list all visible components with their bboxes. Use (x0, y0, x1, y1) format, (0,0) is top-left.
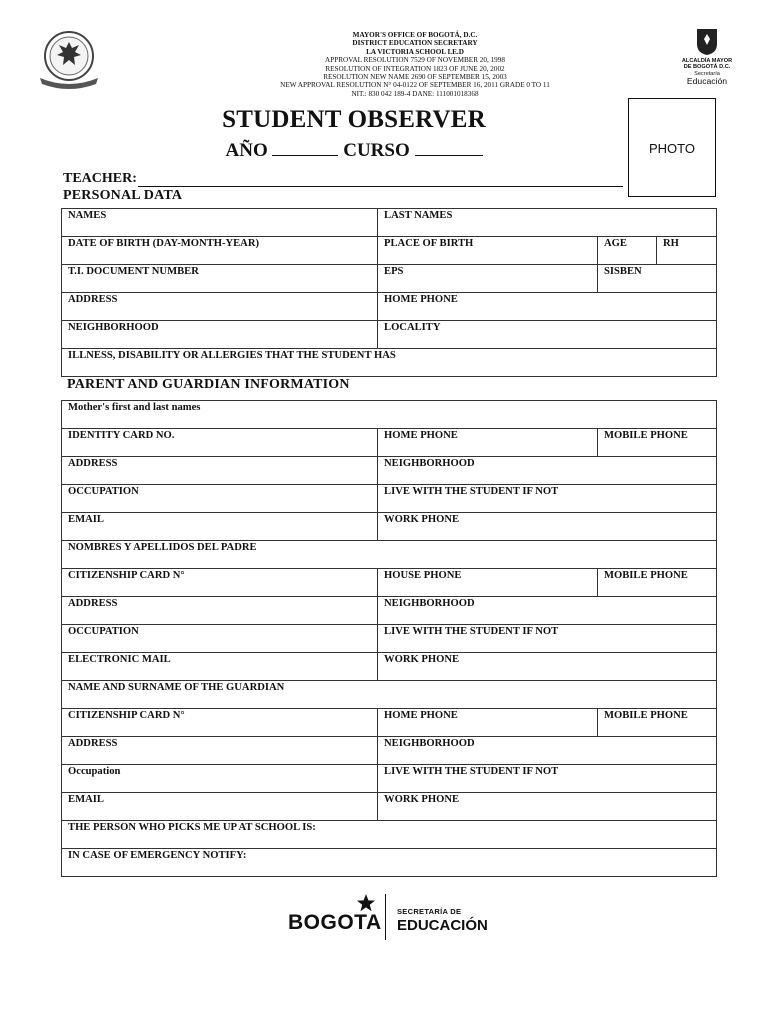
guardian-mobile-phone-field[interactable]: MOBILE PHONE (598, 709, 717, 737)
table-row (62, 321, 717, 349)
header-line: APPROVAL RESOLUTION 7529 OF NOVEMBER 20, 1998 (325, 56, 505, 65)
table-row (62, 569, 717, 597)
teacher-field[interactable] (138, 171, 623, 187)
guardian-live-with-field[interactable]: LIVE WITH THE STUDENT IF NOT (378, 765, 717, 793)
place-of-birth-field[interactable]: PLACE OF BIRTH (378, 237, 598, 265)
father-address-field[interactable]: ADDRESS (62, 597, 378, 625)
year-label: AÑO (225, 140, 268, 161)
mother-occupation-field[interactable]: OCCUPATION (62, 485, 378, 513)
table-row (62, 401, 717, 429)
course-field[interactable] (415, 137, 483, 156)
header-line: DISTRICT EDUCATION SECRETARY (352, 39, 478, 48)
year-field[interactable] (272, 137, 338, 156)
table-row (62, 821, 717, 849)
logo-text-line: Secretaría (694, 70, 720, 77)
table-row (62, 349, 717, 377)
rh-field[interactable]: RH (657, 237, 717, 265)
logo-text-line: Educación (686, 76, 728, 87)
address-field[interactable]: ADDRESS (62, 293, 378, 321)
star-icon (356, 893, 376, 918)
table-row (62, 457, 717, 485)
school-header (230, 31, 600, 98)
footer-secretaria-text: SECRETARÍA DE (397, 907, 462, 916)
footer-divider (385, 894, 386, 940)
guardian-id-card-field[interactable]: CITIZENSHIP CARD N° (62, 709, 378, 737)
guardian-occupation-field[interactable]: Occupation (62, 765, 378, 793)
last-names-field[interactable]: LAST NAMES (378, 209, 717, 237)
table-row (62, 485, 717, 513)
teacher-label: TEACHER: (63, 171, 137, 186)
sisben-field[interactable]: SISBEN (598, 265, 717, 293)
mother-live-with-field[interactable]: LIVE WITH THE STUDENT IF NOT (378, 485, 717, 513)
school-crest-icon (36, 28, 102, 90)
table-row (62, 293, 717, 321)
table-row (62, 541, 717, 569)
logo-text-line: ALCALDÍA MAYOR (681, 58, 733, 64)
table-row (62, 513, 717, 541)
bogota-shield-icon (696, 28, 718, 56)
mother-name-field[interactable]: Mother's first and last names (62, 401, 717, 429)
father-occupation-field[interactable]: OCCUPATION (62, 625, 378, 653)
parent-guardian-heading: PARENT AND GUARDIAN INFORMATION (67, 377, 350, 392)
father-email-field[interactable]: ELECTRONIC MAIL (62, 653, 378, 681)
footer-bogota-wordmark: BOGOTA (288, 911, 382, 934)
header-line: LA VICTORIA SCHOOL I.E.D (366, 47, 464, 56)
table-row (62, 849, 717, 877)
dob-field[interactable]: DATE OF BIRTH (DAY-MONTH-YEAR) (62, 237, 378, 265)
footer-educacion-text: EDUCACIÓN (397, 917, 488, 934)
table-row (62, 737, 717, 765)
father-name-field[interactable]: NOMBRES Y APELLIDOS DEL PADRE (62, 541, 717, 569)
personal-data-heading: PERSONAL DATA (63, 188, 183, 203)
mother-work-phone-field[interactable]: WORK PHONE (378, 513, 717, 541)
table-row (62, 429, 717, 457)
header-line: RESOLUTION OF INTEGRATION 1823 OF JUNE 20, 2002 (325, 64, 505, 73)
guardian-name-field[interactable]: NAME AND SURNAME OF THE GUARDIAN (62, 681, 717, 709)
father-neighborhood-field[interactable]: NEIGHBORHOOD (378, 597, 717, 625)
table-row (62, 653, 717, 681)
mother-address-field[interactable]: ADDRESS (62, 457, 378, 485)
mother-id-card-field[interactable]: IDENTITY CARD NO. (62, 429, 378, 457)
mother-email-field[interactable]: EMAIL (62, 513, 378, 541)
header-line: NIT.: 830 042 189-4 DANE: 111001018368 (351, 89, 479, 98)
guardian-neighborhood-field[interactable]: NEIGHBORHOOD (378, 737, 717, 765)
guardian-email-field[interactable]: EMAIL (62, 793, 378, 821)
names-field[interactable]: NAMES (62, 209, 378, 237)
table-row (62, 209, 717, 237)
header-line: NEW APPROVAL RESOLUTION N° 04-0122 OF SEPTEMBER 16, 2011 GRADE 0 TO 11 (280, 81, 550, 90)
parent-guardian-table (61, 400, 717, 877)
home-phone-field[interactable]: HOME PHONE (378, 293, 717, 321)
logo-text-line: DE BOGOTÁ D.C. (683, 64, 731, 71)
page-title: STUDENT OBSERVER (222, 106, 486, 133)
father-work-phone-field[interactable]: WORK PHONE (378, 653, 717, 681)
ti-number-field[interactable]: T.I. DOCUMENT NUMBER (62, 265, 378, 293)
table-row (62, 625, 717, 653)
father-live-with-field[interactable]: LIVE WITH THE STUDENT IF NOT (378, 625, 717, 653)
father-mobile-phone-field[interactable]: MOBILE PHONE (598, 569, 717, 597)
father-home-phone-field[interactable]: HOUSE PHONE (378, 569, 598, 597)
mother-neighborhood-field[interactable]: NEIGHBORHOOD (378, 457, 717, 485)
table-row (62, 793, 717, 821)
guardian-work-phone-field[interactable]: WORK PHONE (378, 793, 717, 821)
pickup-person-field[interactable]: THE PERSON WHO PICKS ME UP AT SCHOOL IS: (62, 821, 717, 849)
neighborhood-field[interactable]: NEIGHBORHOOD (62, 321, 378, 349)
photo-label: PHOTO (649, 141, 695, 156)
mother-mobile-phone-field[interactable]: MOBILE PHONE (598, 429, 717, 457)
table-row (62, 265, 717, 293)
personal-data-table (61, 208, 717, 377)
alcaldia-logo (676, 28, 738, 86)
guardian-home-phone-field[interactable]: HOME PHONE (378, 709, 598, 737)
mother-home-phone-field[interactable]: HOME PHONE (378, 429, 598, 457)
teacher-row (63, 171, 623, 187)
locality-field[interactable]: LOCALITY (378, 321, 717, 349)
header-line: MAYOR'S OFFICE OF BOGOTÁ, D.C. (352, 31, 478, 39)
table-row (62, 237, 717, 265)
guardian-address-field[interactable]: ADDRESS (62, 737, 378, 765)
illness-field[interactable]: ILLNESS, DISABILITY OR ALLERGIES THAT THE STUDENT HAS (62, 349, 717, 377)
eps-field[interactable]: EPS (378, 265, 598, 293)
year-course-line (200, 137, 508, 162)
father-id-card-field[interactable]: CITIZENSHIP CARD N° (62, 569, 378, 597)
table-row (62, 681, 717, 709)
header-line: RESOLUTION NEW NAME 2690 OF SEPTEMBER 15, 2003 (323, 73, 507, 82)
table-row (62, 765, 717, 793)
table-row (62, 597, 717, 625)
age-field[interactable]: AGE (598, 237, 657, 265)
emergency-contact-field[interactable]: IN CASE OF EMERGENCY NOTIFY: (62, 849, 717, 877)
table-row (62, 709, 717, 737)
course-label: CURSO (343, 140, 410, 161)
photo-box[interactable] (628, 98, 716, 197)
